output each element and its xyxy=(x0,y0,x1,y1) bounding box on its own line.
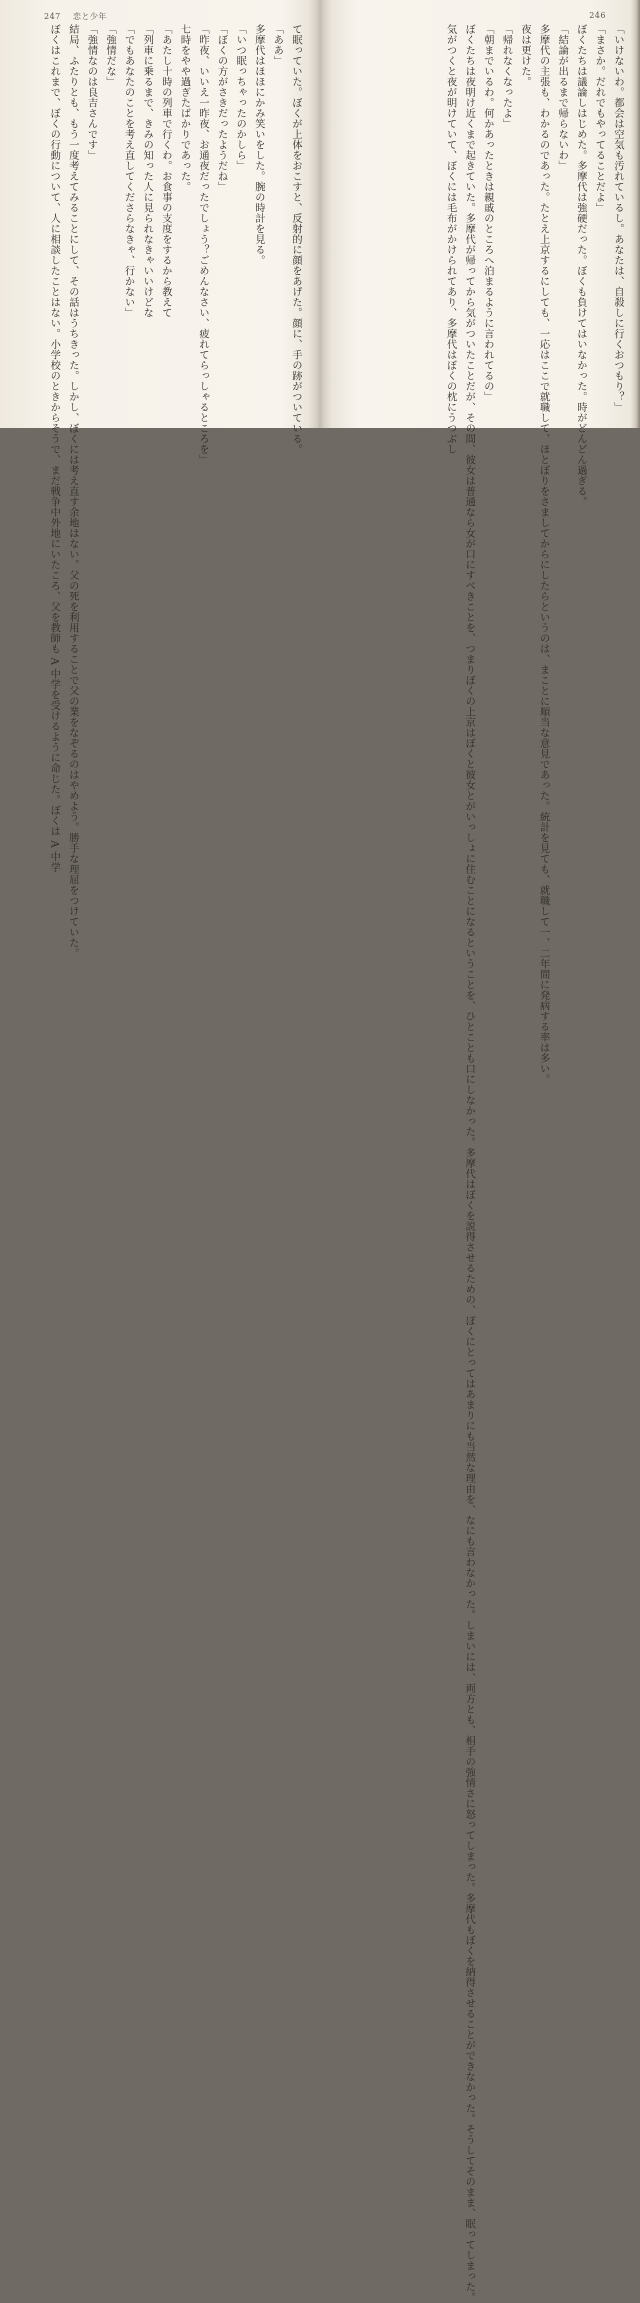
text-line: 「朝までいるわ。何かあったときは親戚のところへ泊まるように言われてるの」 xyxy=(481,24,493,402)
text-line: 夜は更けた。 xyxy=(519,24,531,87)
text-line: 「でもあなたのことを考え直してくださらなきゃ、行かない」 xyxy=(122,24,134,318)
right-page xyxy=(322,0,640,2303)
right-page-header xyxy=(589,11,606,20)
left-running-title: 恋と少年 xyxy=(72,12,107,21)
text-line: 「いけないわ。都会は空気も汚れているし。あなたは、自殺しに行くおつもり？」 xyxy=(612,24,623,413)
text-line: 「強情だな」 xyxy=(104,24,116,87)
left-page-header xyxy=(44,11,107,22)
left-page-number: 247 xyxy=(44,12,61,21)
text-line: ぼくたちは夜明け近くまで起きていた。多摩代が帰ってから気がついたことだが、その間、彼女は普通なら女が口にすべきことを、つまりぼくの上京はぼくと彼女とがいっしょに住むことになるということを、ひとことも口にしなかった。多摩代はぼくを説得させるための、ぼくにとってはあまりにも当然な理由を、なにも言わなかった。しまいには、両方とも、相手の強情さに怒ってしまった。多摩代もぼくを納得させることができなかった。そうしてそのまま、眠ってしまった。 xyxy=(463,24,475,2303)
text-line: 多摩代の主張も、わかるのであった。たとえ上京するにしても、一応はここで就職して、ほとぼりをさましてからにしたらというのは、まことに順当な意見であった。統計を見ても、就職して一、二年間に発病する率は多い。 xyxy=(537,24,549,1085)
text-line: 「強情なのは良吉さんです」 xyxy=(85,24,97,161)
text-line: 「あたし十時の列車で行くわ。お食事の支度をするから教えて xyxy=(159,24,171,318)
page-edge xyxy=(630,0,640,428)
right-page-text xyxy=(334,24,626,2303)
text-line: 七時をやや過ぎたばかりであった。 xyxy=(178,24,190,192)
text-line: ぼくたちは議論しはじめた。多摩代は強硬だった。ぼくも負けてはいなかった。時がどんどん過ぎる。 xyxy=(574,24,586,507)
text-line: 気がつくと夜が明けていて、ぼくには毛布がかけられてあり、多摩代はぼくの枕にうつぶし xyxy=(444,24,456,455)
text-line: て眠っていた。ぼくが上体をおこすと、反射的に顔をあげた。顔に、手の跡がついている。 xyxy=(290,24,301,455)
text-line: 「まさか。だれでもやってることだよ」 xyxy=(593,24,605,213)
text-line: ぼくはこれまで、ぼくの行動について、人に相談したことはない。小学校のときからそうで、まだ戦争中外地にいたころ、父を教師も A 中学を受けるように命じた。ぼくは A 中学 xyxy=(48,24,60,873)
text-line: 多摩代はほほにかみ笑いをした。腕の時計を見る。 xyxy=(252,24,264,266)
left-page-text xyxy=(22,24,304,959)
text-line: 結局、ふたりとも、もう一度考えてみることにして、その話はうちきった。しかし、ぼくには考え直す余地はない。父の死を利用することで父の業をなぞるのはやめよう。勝手な理屈をつけていた。 xyxy=(66,24,78,959)
text-line: 「結論が出るまで帰らないわ」 xyxy=(556,24,568,171)
left-page xyxy=(0,0,318,959)
right-page-number: 246 xyxy=(589,11,606,20)
text-line: 「昨夜、いいえ一昨夜、お通夜だったでしょう？ごめんなさい、疲れてらっしゃるところを」 xyxy=(197,24,209,465)
text-line: 「ああ」 xyxy=(271,24,283,66)
text-line: 「列車に乗るまで、きみの知った人に見られなきゃいいけどな xyxy=(141,24,153,318)
text-line: 「いつ眠っちゃったのかしら」 xyxy=(234,24,246,171)
text-line: 「ぼくの方がさきだったようだね」 xyxy=(215,24,227,192)
text-line: 「帰れなくなったよ」 xyxy=(500,24,512,129)
